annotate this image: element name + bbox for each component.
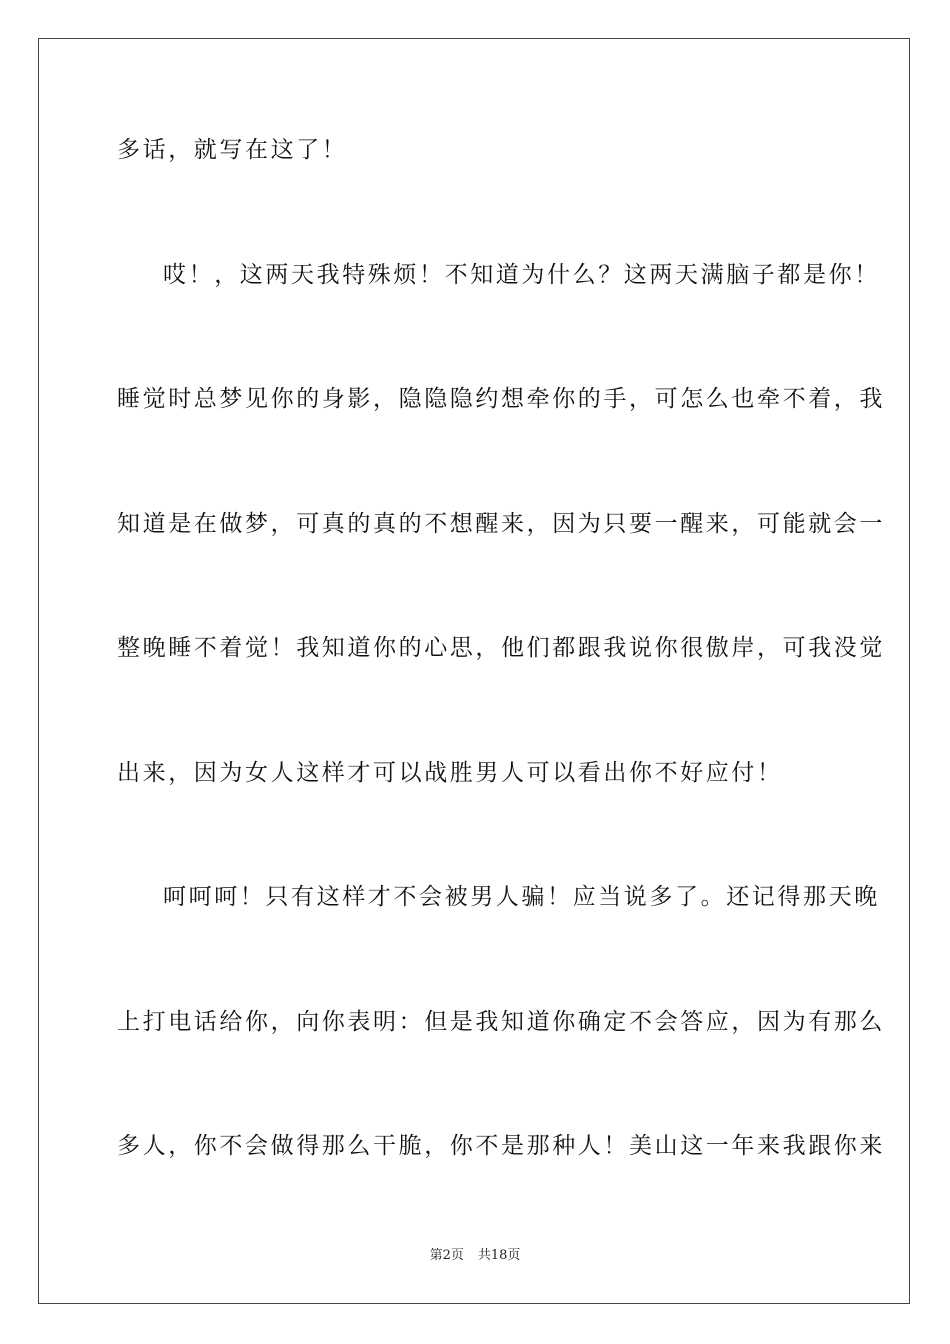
text-line-4: 知道是在做梦，可真的真的不想醒来，因为只要一醒来，可能就会一	[117, 511, 885, 537]
text-line-9: 多人，你不会做得那么干脆，你不是那种人！美山这一年来我跟你来	[117, 1133, 885, 1159]
text-line-1: 多话，就写在这了！	[117, 137, 348, 163]
page-footer	[0, 1247, 950, 1265]
text-line-8: 上打电话给你，向你表明：但是我知道你确定不会答应，因为有那么	[117, 1009, 885, 1035]
text-line-6: 出来，因为女人这样才可以战胜男人可以看出你不好应付！	[117, 760, 783, 786]
text-line-7: 呵呵呵！只有这样才不会被男人骗！应当说多了。还记得那天晚	[163, 884, 880, 910]
total-pages: 共18页	[477, 1248, 521, 1263]
text-line-3: 睡觉时总梦见你的身影，隐隐隐约想牵你的手，可怎么也牵不着，我	[117, 386, 885, 412]
text-line-5: 整晚睡不着觉！我知道你的心思，他们都跟我说你很傲岸，可我没觉	[117, 635, 885, 661]
text-line-2: 哎！，这两天我特殊烦！不知道为什么？这两天满脑子都是你！	[163, 262, 880, 288]
page-frame	[38, 38, 910, 1304]
page-number: 第2页	[429, 1248, 464, 1263]
